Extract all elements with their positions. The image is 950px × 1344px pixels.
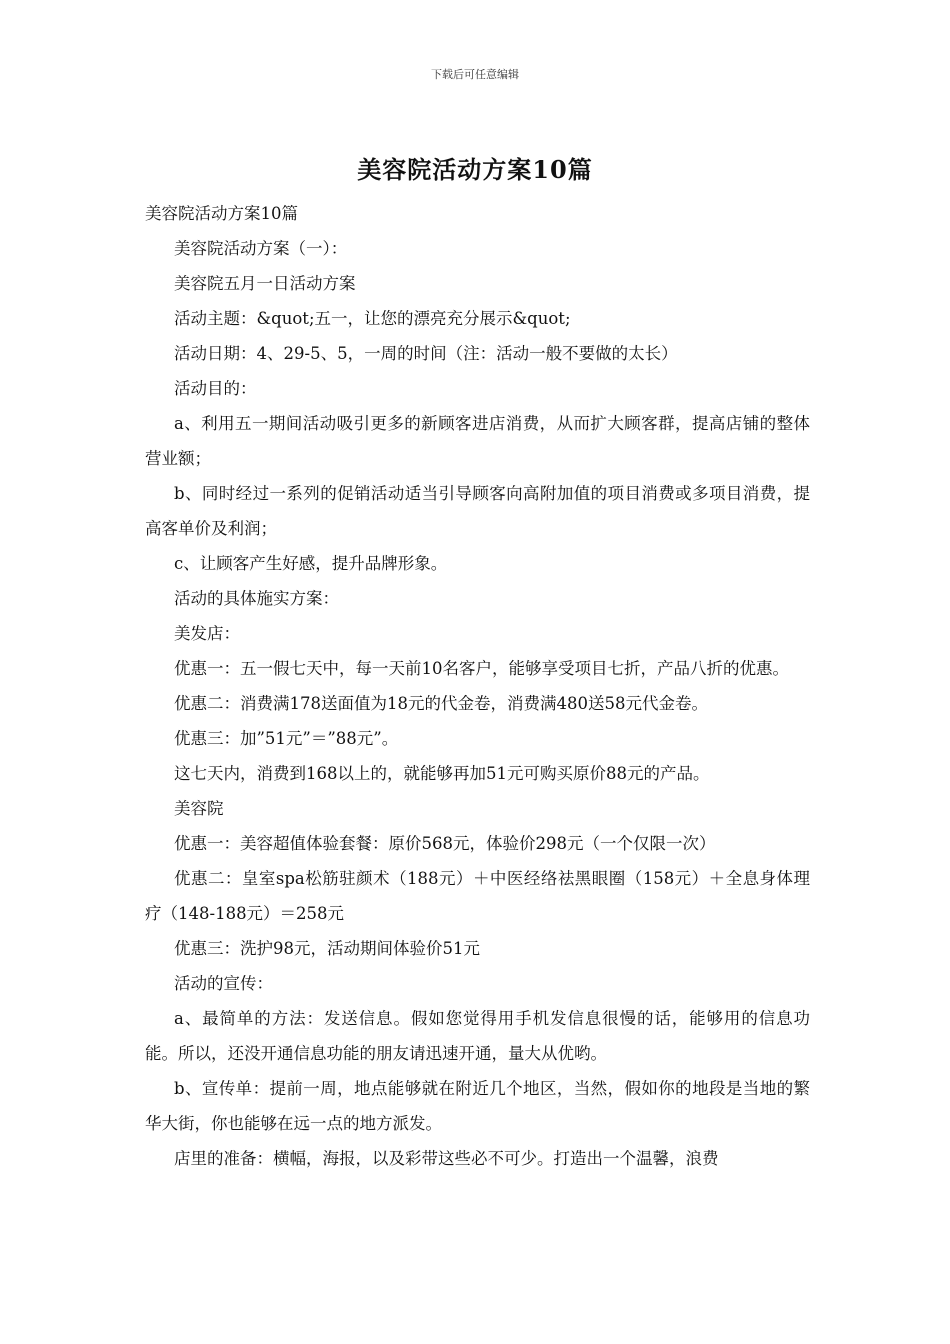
document-body — [145, 196, 810, 1176]
paragraph: 优惠二：皇室spa松筋驻颜术（188元）＋中医经络祛黑眼圈（158元）＋全息身体理疗（148-188元）＝258元 — [145, 869, 810, 923]
paragraph: 活动目的： — [174, 379, 257, 398]
paragraph: 优惠一：五一假七天中，每一天前10名客户，能够享受项目七折，产品八折的优惠。 — [174, 659, 789, 678]
paragraph: 优惠二：消费满178送面值为18元的代金卷，消费满480送58元代金卷。 — [174, 694, 708, 713]
paragraph: 这七天内，消费到168以上的，就能够再加51元可购买原价88元的产品。 — [174, 764, 710, 783]
paragraph: 优惠三：洗护98元，活动期间体验价51元 — [174, 939, 480, 958]
paragraph: 美容院五月一日活动方案 — [174, 274, 356, 293]
paragraph: 活动的具体施实方案： — [174, 589, 339, 608]
page-header-note: 下载后可任意编辑 — [431, 68, 519, 81]
paragraph: a、利用五一期间活动吸引更多的新顾客进店消费，从而扩大顾客群，提高店铺的整体营业额； — [145, 414, 810, 468]
paragraph: 优惠一：美容超值体验套餐：原价568元，体验价298元（一个仅限一次） — [174, 834, 716, 853]
paragraph: b、宣传单：提前一周，地点能够就在附近几个地区，当然，假如你的地段是当地的繁华大街，你也能够在远一点的地方派发。 — [145, 1079, 810, 1133]
paragraph: 活动的宣传： — [174, 974, 273, 993]
paragraph: 优惠三：加”51元”＝”88元”。 — [174, 729, 399, 748]
paragraph: c、让顾客产生好感，提升品牌形象。 — [174, 554, 448, 573]
paragraph: b、同时经过一系列的促销活动适当引导顾客向高附加值的项目消费或多项目消费，提高客单价及利润； — [145, 484, 810, 538]
paragraph: 美容院活动方案10篇 — [145, 204, 298, 223]
paragraph: 活动主题：&quot;五一，让您的漂亮充分展示&quot; — [174, 309, 571, 328]
paragraph: 店里的准备：横幅，海报，以及彩带这些必不可少。打造出一个温馨，浪费 — [174, 1149, 719, 1168]
document-title: 美容院活动方案10篇 — [357, 155, 593, 184]
paragraph: 美发店： — [174, 624, 240, 643]
paragraph: 美容院活动方案（一）： — [174, 239, 348, 258]
paragraph: 活动日期：4、29-5、5，一周的时间（注：活动一般不要做的太长） — [174, 344, 678, 363]
paragraph: a、最简单的方法：发送信息。假如您觉得用手机发信息很慢的话，能够用的信息功能。所以，还没开通信息功能的朋友请迅速开通，量大从优哟。 — [145, 1009, 810, 1063]
paragraph: 美容院 — [174, 799, 224, 818]
